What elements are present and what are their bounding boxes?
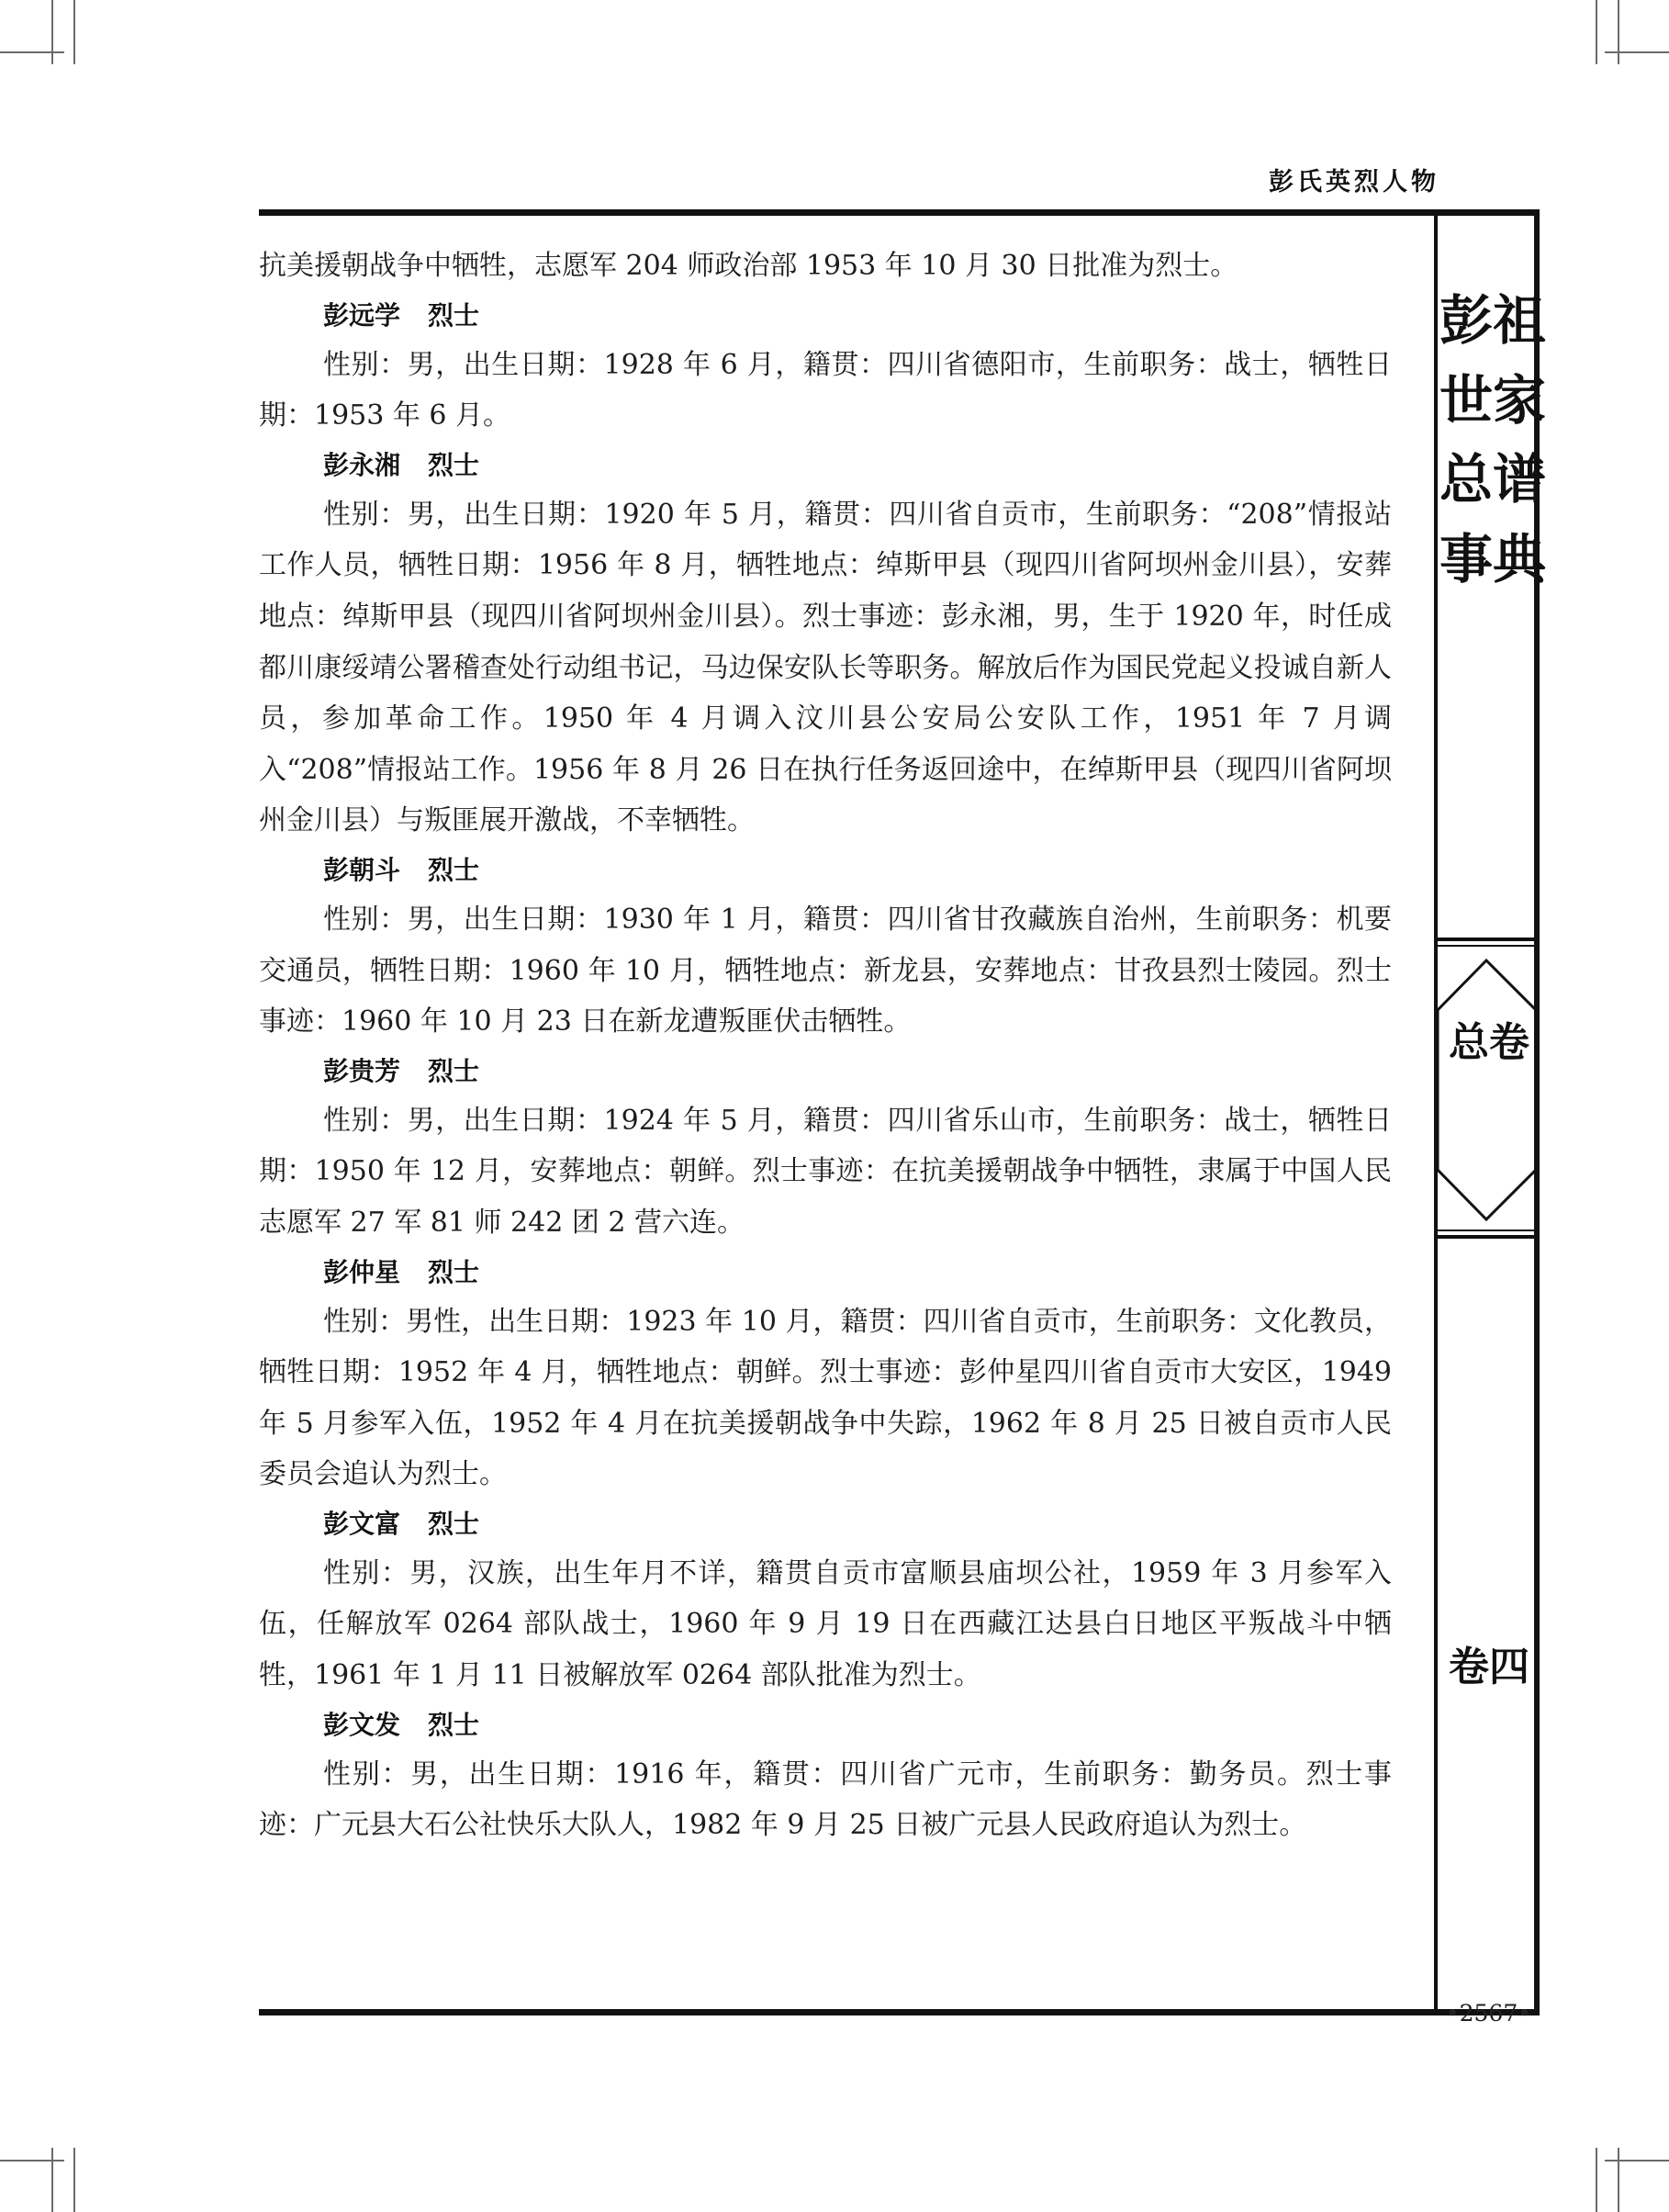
entry: [259, 1048, 1392, 1249]
crop-mark: [1605, 51, 1669, 53]
entry-heading: [259, 1249, 1392, 1297]
crop-mark: [1618, 2148, 1619, 2212]
entry: [259, 1500, 1392, 1701]
martyr-name: 彭贵芳: [323, 1055, 401, 1086]
entry-heading: [259, 292, 1392, 340]
top-rule: [259, 209, 1540, 216]
entry: [259, 442, 1392, 847]
volume-badge-frame: [1434, 937, 1540, 1240]
martyr-name: 彭文富: [323, 1508, 401, 1539]
crop-mark: [0, 2160, 64, 2161]
martyr-title: 烈士: [428, 1508, 480, 1539]
crop-mark: [51, 2148, 53, 2212]
crop-mark: [1596, 0, 1597, 64]
crop-mark: [73, 2148, 75, 2212]
entry-body: 性别：男，出生日期：1916 年，籍贯：四川省广元市，生前职务：勤务员。烈士事迹：广元县大石公社快乐大队人，1982 年 9 月 25 日被广元县人民政府追认为烈士。: [259, 1757, 1392, 1842]
entry-heading: [259, 442, 1392, 489]
entry-heading: [259, 847, 1392, 894]
entry-body: 性别：男性，出生日期：1923 年 10 月，籍贯：四川省自贡市，生前职务：文化教员，牺牲日期：1952 年 4 月，牺牲地点：朝鲜。烈士事迹：彭仲星四川省自贡市大安区，1949 年 5 月参军入伍，1952 年 4 月在抗美援朝战争中失踪，1962 年 8 月 25 日被自贡市人民委员会追认为烈士。: [259, 1305, 1392, 1491]
intro-paragraph: 抗美援朝战争中牺牲，志愿军 204 师政治部 1953 年 10 月 30 日批准为烈士。: [259, 250, 1238, 282]
entry: [259, 292, 1392, 442]
martyr-name: 彭仲星: [323, 1256, 401, 1287]
crop-mark: [73, 0, 75, 64]
crop-mark: [1618, 0, 1619, 64]
entry-heading: [259, 1048, 1392, 1095]
bottom-rule: [259, 2009, 1540, 2016]
volume-group-label: 总卷: [1449, 1019, 1529, 1066]
entry: [259, 847, 1392, 1048]
martyr-title: 烈士: [428, 449, 480, 480]
entry-body: 性别：男，出生日期：1930 年 1 月，籍贯：四川省甘孜藏族自治州，生前职务：机要交通员，牺牲日期：1960 年 10 月，牺牲地点：新龙县，安葬地点：甘孜县烈士陵园。烈士事迹：1960 年 10 月 23 日在新龙遭叛匪伏击牺牲。: [259, 903, 1392, 1039]
martyr-name: 彭朝斗: [323, 854, 401, 885]
martyr-title: 烈士: [428, 1256, 480, 1287]
entry-body: 性别：男，出生日期：1924 年 5 月，籍贯：四川省乐山市，生前职务：战士，牺牲日期：1950 年 12 月，安葬地点：朝鲜。烈士事迹：在抗美援朝战争中牺牲，隶属于中国人民志愿军 27 军 81 师 242 团 2 营六连。: [259, 1104, 1392, 1239]
entry-heading: [259, 1701, 1392, 1749]
martyr-name: 彭文发: [323, 1709, 401, 1740]
crop-mark: [1596, 2148, 1597, 2212]
page-number: •2567•: [1445, 2000, 1531, 2027]
book-title-vertical: 彭祖世家总谱事典: [1439, 289, 1547, 590]
entry: [259, 1701, 1392, 1851]
crop-mark: [1605, 2160, 1669, 2161]
martyr-name: 彭永湘: [323, 449, 401, 480]
entry-body: 性别：男，汉族，出生年月不详，籍贯自贡市富顺县庙坝公社，1959 年 3 月参军入伍，任解放军 0264 部队战士，1960 年 9 月 19 日在西藏江达县白日地区平叛战斗中牺牲，1961 年 1 月 11 日被解放军 0264 部队批准为烈士。: [259, 1556, 1392, 1692]
martyr-name: 彭远学: [323, 299, 401, 331]
martyr-title: 烈士: [428, 299, 480, 331]
martyr-title: 烈士: [428, 1055, 480, 1086]
volume-number-label: 卷四: [1449, 1644, 1529, 1690]
main-text: [259, 241, 1392, 1851]
martyr-title: 烈士: [428, 854, 480, 885]
crop-mark: [0, 51, 64, 53]
entry-body: 性别：男，出生日期：1928 年 6 月，籍贯：四川省德阳市，生前职务：战士，牺牲日期：1953 年 6 月。: [259, 348, 1392, 432]
martyr-title: 烈士: [428, 1709, 480, 1740]
entry-body: 性别：男，出生日期：1920 年 5 月，籍贯：四川省自贡市，生前职务：“208”情报站工作人员，牺牲日期：1956 年 8 月，牺牲地点：绰斯甲县（现四川省阿坝州金川县），安葬地点：绰斯甲县（现四川省阿坝州金川县）。烈士事迹：彭永湘，男，生于 1920 年，时任成都川康绥靖公署稽查处行动组书记，马边保安队长等职务。解放后作为国民党起义投诚自新人员，参加革命工作。1950 年 4 月调入汶川县公安局公安队工作，1951 年 7 月调入“208”情报站工作。1956 年 8 月 26 日在执行任务返回途中，在绰斯甲县（现四川省阿坝州金川县）与叛匪展开激战，不幸牺牲。: [259, 498, 1392, 837]
entry-heading: [259, 1500, 1392, 1548]
crop-mark: [51, 0, 53, 64]
entry: [259, 1249, 1392, 1500]
running-header: 彭氏英烈人物: [1269, 168, 1439, 196]
